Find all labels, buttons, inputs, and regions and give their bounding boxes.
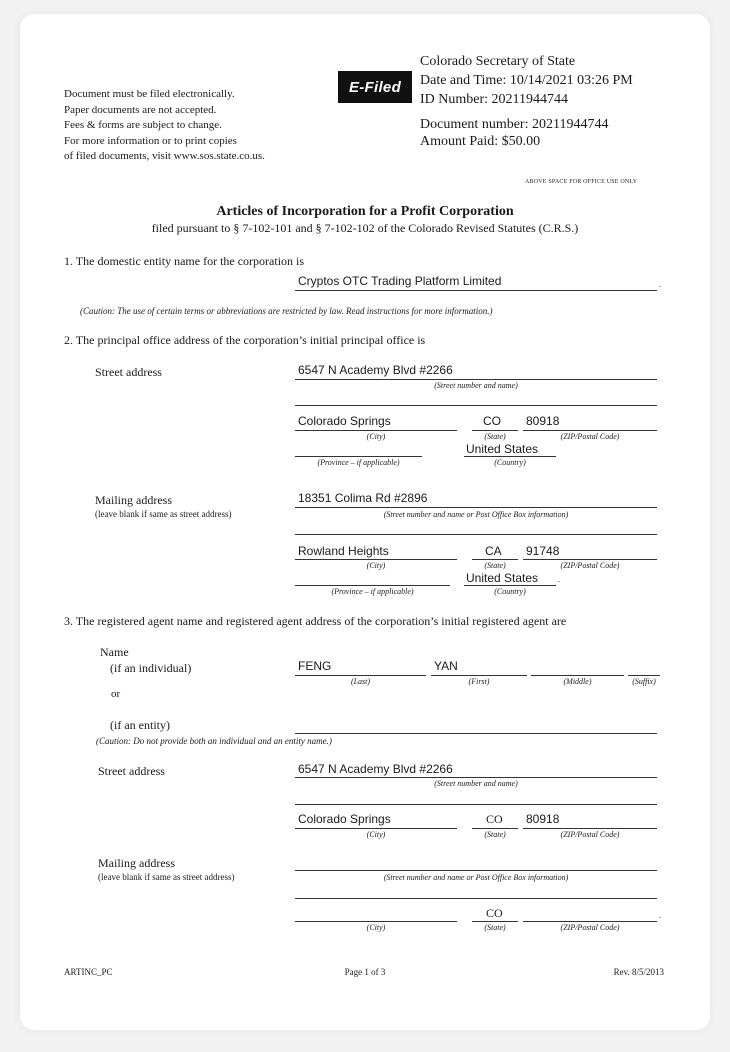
notice-line: of filed documents, visit www.sos.state.co.us. [64,150,265,162]
filing-info [420,52,633,109]
agent-state-value: CO [486,812,503,826]
state-caption: (State) [484,432,506,441]
agent-mailing-state-line [472,921,518,922]
section-1-caution: (Caution: The use of certain terms or abbreviations are restricted by law. Read instructions for more information.) [80,306,493,316]
e-filed-logo: E-Filed [338,71,412,103]
agent-name-label: Name [100,645,129,659]
entity-name-line [295,290,657,291]
street-address-label: Street address [95,365,162,379]
zip-caption: (ZIP/Postal Code) [560,923,620,932]
mailing-street-line-2 [295,534,657,535]
mailing-zip-line [523,559,657,560]
city-caption: (City) [366,432,386,441]
mailing-country-value: United States [466,571,539,585]
document-info [420,116,608,150]
agent-mailing-address-note: (leave blank if same as street address) [98,872,235,882]
country-caption: (Country) [494,587,526,596]
agent-city-value: Colorado Springs [298,812,391,826]
agent-street-value: 6547 N Academy Blvd #2266 [298,762,453,776]
zip-caption: (ZIP/Postal Code) [560,830,620,839]
filing-office: Colorado Secretary of State [420,54,576,69]
agent-mailing-city-line [295,921,457,922]
middle-caption: (Middle) [563,677,592,686]
principal-city-value: Colorado Springs [298,414,391,428]
agent-individual-label: (if an individual) [110,661,192,675]
state-caption: (State) [484,830,506,839]
form-title: Articles of Incorporation for a Profit Corporation [216,204,514,219]
agent-mailing-zip-line [523,921,657,922]
state-caption: (State) [484,561,506,570]
agent-street-line-2 [295,804,657,805]
zip-caption: (ZIP/Postal Code) [560,561,620,570]
agent-mailing-address-label: Mailing address [98,856,175,870]
entity-name-value: Cryptos OTC Trading Platform Limited [298,274,502,288]
state-caption: (State) [484,923,506,932]
mailing-street-line [295,507,657,508]
principal-country-value: United States [466,442,539,456]
footer-revision: Rev. 8/5/2013 [613,967,664,977]
agent-mailing-street-line [295,870,657,871]
agent-suffix-line [628,675,660,676]
last-caption: (Last) [350,677,371,686]
document-page: Document must be filed electronically. Paper documents are not accepted. Fees & forms are subject to change. For more information or to print copies of filed documents, visit www.sos.state.co.us. E-Filed Colorado Secretary of State Date and Time: 10/14/2021 03:26 PM ID Number: 20211944744 Document number: 20211944744 Amount Paid: $50.00 ABOVE SPACE FOR OFFICE USE ONLY Articles of Incorporation for a Profit Corporation filed pursuant to § 7-102-101 and § 7-102-102 of the Colorado Revised Statutes (C.R.S.) 1. The domestic entity name for the corporation is Cryptos OTC Trading Platform Limited . (Caution: The use of certain terms or abbreviations are restricted by law. Read instructions for more information.) 2. The principal office address of the corporation’s initial principal office is Street address 6547 N Academy Blvd #2266 (Street number and name) Colorado Springs CO 80918 (City) (State) (ZIP/Postal Code) United States (Province – if applicable) (Country) Mailing address (leave blank if same as street address) 18351 Colima Rd #2896 (Street number and name or Post Office Box information) Rowland Heights CA 91748 (City) (State) (ZIP/Postal Code) United States . (Province – if applicable) (Country) 3. The registered agent name and registered agent address of the corporation’s initial registered agent are Name (if an individual) FENG YAN (Last) (First) (Middle) (Suffix) or (if an entity) (Caution: Do not provide both an individual and an entity name.) Street address 6547 N Academy Blvd #2266 (Street number and name) Colorado Springs CO 80918 (City) (State) (ZIP/Postal Code) Mailing address (leave blank if same as street address) (Street number and name or Post Office Box information) CO . (City) (State) (ZIP/Postal Code) ARTINC_PC Page 1 of 3 Rev. 8/5/2013 [20,14,710,1030]
mailing-country-line [464,585,556,586]
mailing-address-note: (leave blank if same as street address) [95,509,232,519]
principal-street-line [295,379,657,380]
mailing-address-label: Mailing address [95,493,172,507]
document-number: Document number: 20211944744 [420,117,609,132]
notice-line: Paper documents are not accepted. [64,103,217,116]
province-caption: (Province – if applicable) [317,458,400,467]
form-subtitle: filed pursuant to § 7-102-101 and § 7-102-102 of the Colorado Revised Statutes (C.R.S.) [151,221,579,235]
principal-province-line [295,456,422,457]
mailing-zip-value: 91748 [526,544,560,558]
agent-city-line [295,828,457,829]
agent-zip-line [523,828,657,829]
notice-line: For more information or to print copies [64,134,237,147]
province-caption: (Province – if applicable) [331,587,414,596]
footer-form-id: ARTINC_PC [64,967,113,977]
section-3-label: 3. The registered agent name and registered agent address of the corporation’s initial registered agent are [64,614,567,628]
principal-street-value: 6547 N Academy Blvd #2266 [298,363,453,377]
agent-first-name-line [431,675,527,676]
mailing-street-value: 18351 Colima Rd #2896 [298,491,428,505]
city-caption: (City) [366,923,386,932]
street-caption: (Street number and name) [434,779,518,788]
mailing-street-caption: (Street number and name or Post Office Box information) [383,873,569,882]
street-caption: (Street number and name) [434,381,518,390]
city-caption: (City) [366,830,386,839]
amount-paid: Amount Paid: $50.00 [420,134,541,149]
filing-notice [64,87,265,165]
filing-datetime: Date and Time: 10/14/2021 03:26 PM [420,73,633,88]
filing-id-number: ID Number: 20211944744 [420,92,569,107]
agent-last-name-line [295,675,426,676]
section-2-label: 2. The principal office address of the corporation’s initial principal office is [64,333,426,347]
zip-caption: (ZIP/Postal Code) [560,432,620,441]
agent-entity-label: (if an entity) [110,718,170,732]
agent-mailing-street-line-2 [295,898,657,899]
principal-zip-line [523,430,657,431]
agent-mailing-state-value: CO [486,906,503,920]
mailing-state-value: CA [485,544,502,558]
section-1-label: 1. The domestic entity name for the corporation is [64,254,305,268]
agent-first-name-value: YAN [434,659,458,673]
principal-city-line [295,430,457,431]
principal-street-line-2 [295,405,657,406]
mailing-street-caption: (Street number and name or Post Office Box information) [383,510,569,519]
country-caption: (Country) [494,458,526,467]
agent-state-line [472,828,518,829]
mailing-city-value: Rowland Heights [298,544,389,558]
agent-middle-name-line [531,675,624,676]
notice-line: Document must be filed electronically. [64,88,235,100]
first-caption: (First) [468,677,490,686]
mailing-province-line [295,585,450,586]
city-caption: (City) [366,561,386,570]
notice-line: Fees & forms are subject to change. [64,119,222,131]
agent-street-line [295,777,657,778]
principal-zip-value: 80918 [526,414,560,428]
mailing-city-line [295,559,457,560]
agent-street-address-label: Street address [98,764,165,778]
office-use-label: ABOVE SPACE FOR OFFICE USE ONLY [525,179,638,185]
agent-entity-caution: (Caution: Do not provide both an individual and an entity name.) [96,736,332,746]
principal-state-value: CO [483,414,501,428]
suffix-caption: (Suffix) [632,677,656,686]
agent-entity-line [295,733,657,734]
footer-page-number: Page 1 of 3 [344,967,386,977]
principal-state-line [472,430,518,431]
agent-zip-value: 80918 [526,812,560,826]
agent-last-name-value: FENG [298,659,332,673]
mailing-state-line [472,559,518,560]
or-label: or [111,688,121,700]
principal-country-line [464,456,556,457]
